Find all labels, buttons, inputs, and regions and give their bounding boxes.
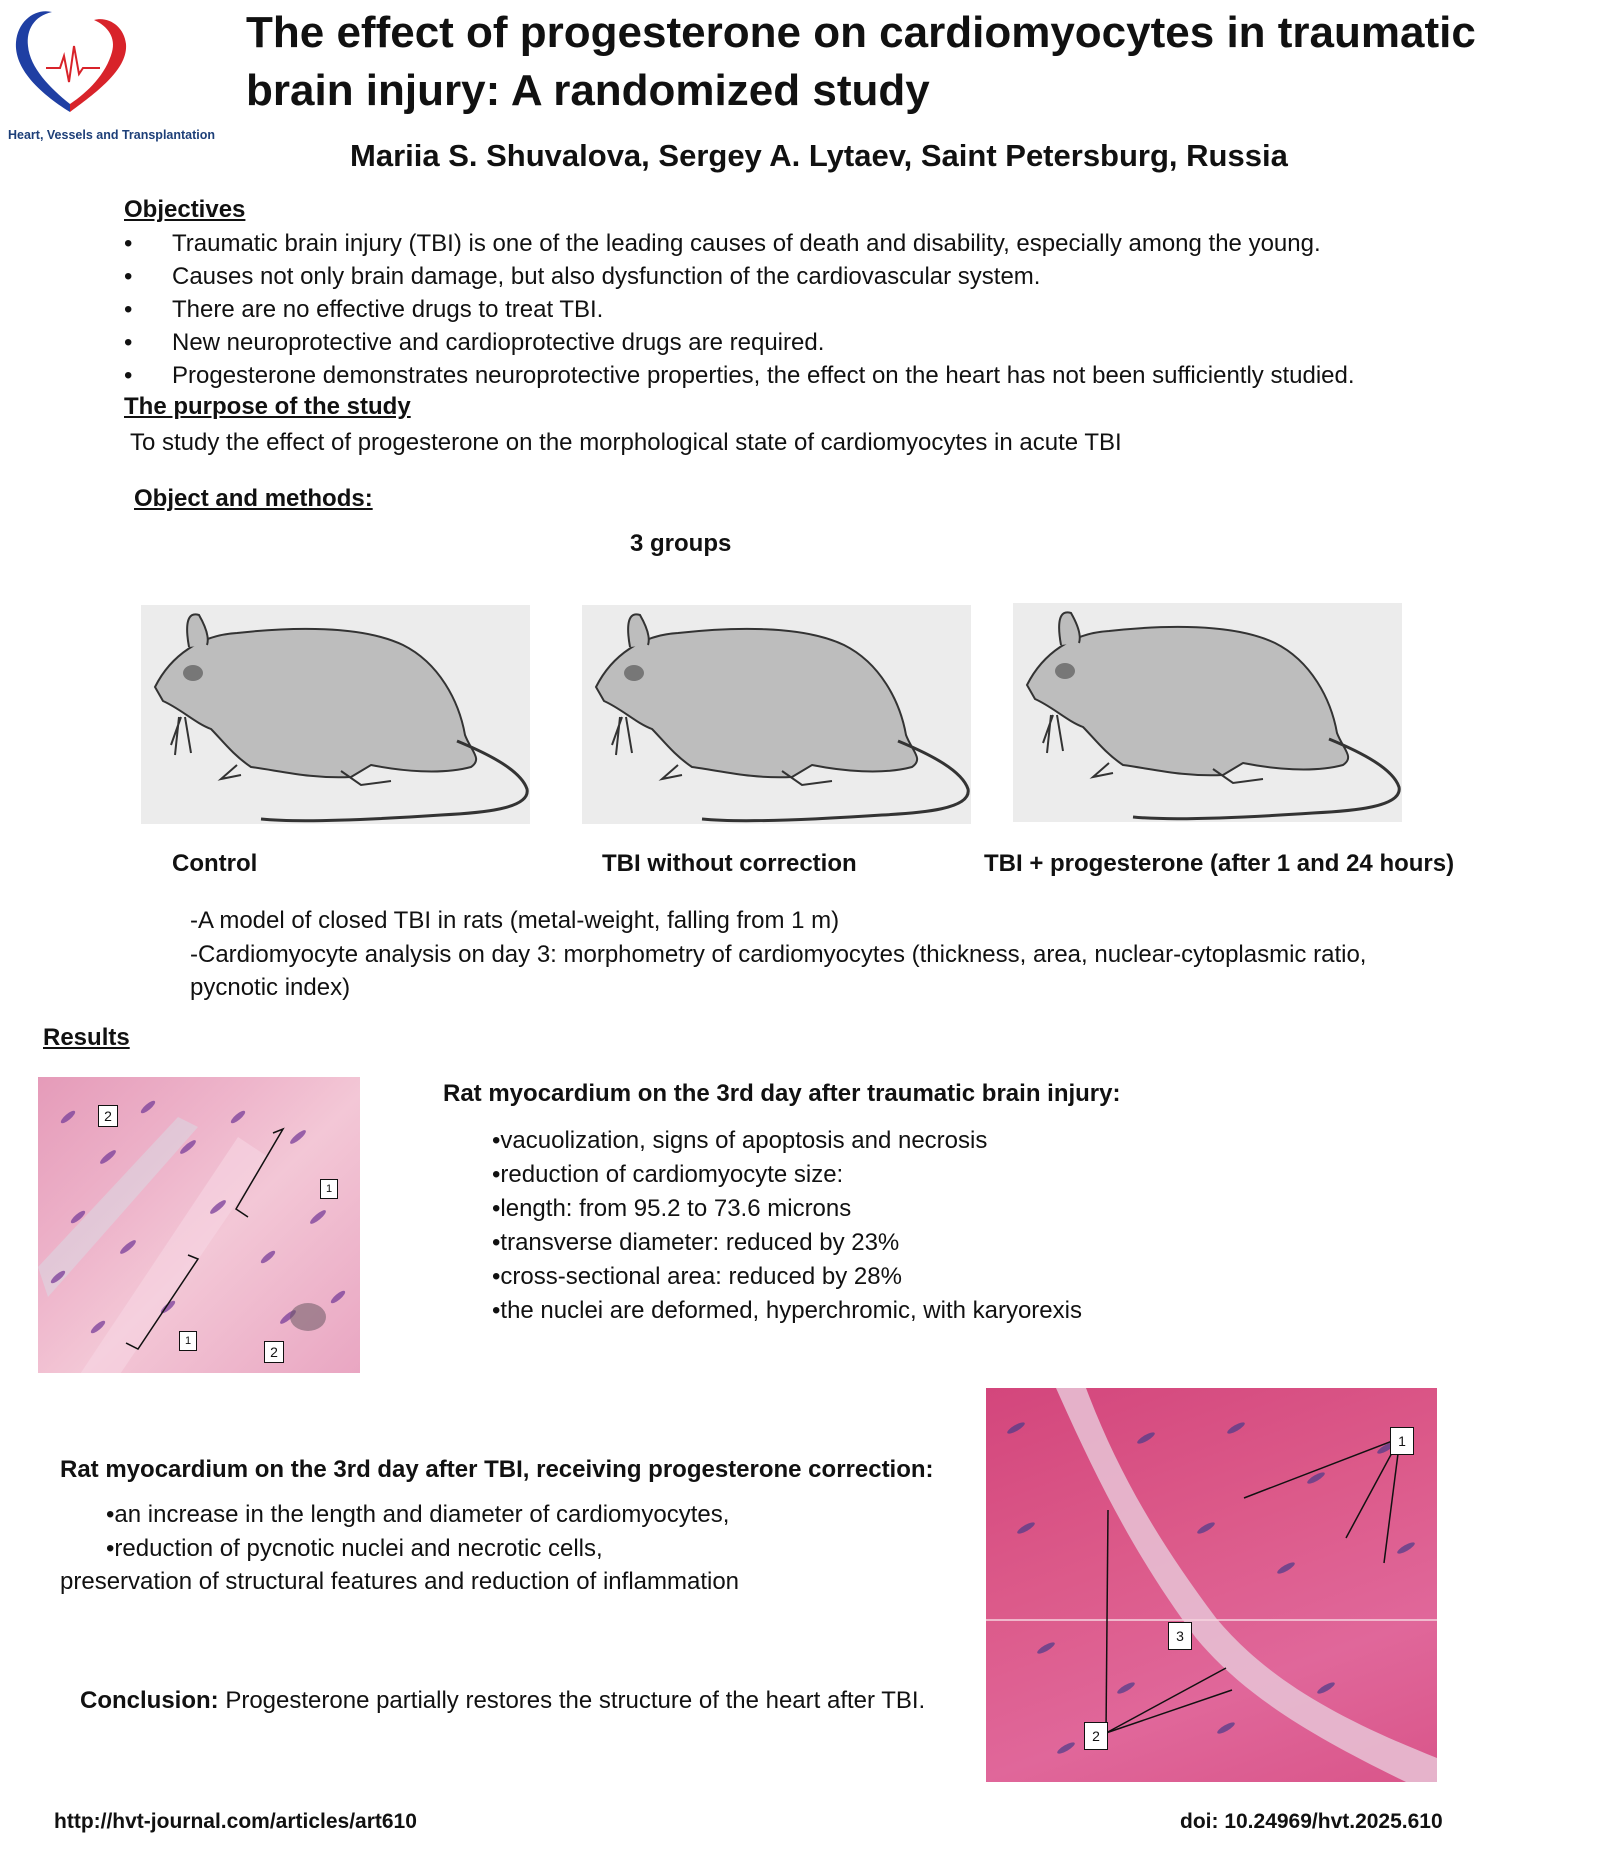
list-item: •transverse diameter: reduced by 23% <box>492 1229 900 1256</box>
micrograph-label: 2 <box>1084 1722 1108 1750</box>
method-note-1: -A model of closed TBI in rats (metal-weight, falling from 1 m) <box>190 907 840 934</box>
list-item: • New neuroprotective and cardioprotective drugs are required. <box>124 326 1604 359</box>
journal-logo <box>8 4 138 124</box>
list-item: • There are no effective drugs to treat TBI. <box>124 293 1604 326</box>
micrograph-label: 1 <box>1390 1427 1414 1455</box>
list-item: • Causes not only brain damage, but also dysfunction of the cardiovascular system. <box>124 260 1604 293</box>
authors: Mariia S. Shuvalova, Sergey A. Lytaev, Saint Petersburg, Russia <box>350 138 1288 173</box>
article-url[interactable]: http://hvt-journal.com/articles/art610 <box>54 1810 417 1833</box>
group-label-control: Control <box>172 850 258 877</box>
doi[interactable]: doi: 10.24969/hvt.2025.610 <box>1180 1810 1443 1833</box>
method-note-2: -Cardiomyocyte analysis on day 3: morphometry of cardiomyocytes (thickness, area, nuclear-cytoplasmic ratio, pycnotic index) <box>190 941 1367 1001</box>
objectives-list <box>124 227 1604 392</box>
progesterone-results-heading: Rat myocardium on the 3rd day after TBI, receiving progesterone correction: <box>60 1456 934 1483</box>
rat-image-control <box>141 605 530 824</box>
conclusion <box>80 1684 925 1717</box>
list-item: •reduction of cardiomyocyte size: <box>492 1161 844 1188</box>
journal-name: Heart, Vessels and Transplantation <box>8 128 216 142</box>
list-item: •an increase in the length and diameter of cardiomyocytes, <box>106 1501 730 1528</box>
results-heading: Results <box>43 1024 130 1051</box>
list-item: •the nuclei are deformed, hyperchromic, with karyorexis <box>492 1297 1082 1324</box>
paper-title: The effect of progesterone on cardiomyocytes in traumatic brain injury: A randomized study <box>246 8 1476 115</box>
rat-icon <box>1013 603 1402 822</box>
rat-icon <box>141 605 530 824</box>
micrograph-label: 2 <box>264 1341 284 1363</box>
micrograph-label: 3 <box>1168 1622 1192 1650</box>
list-item: • Traumatic brain injury (TBI) is one of the leading causes of death and disability, especially among the young. <box>124 227 1604 260</box>
purpose-heading: The purpose of the study <box>124 393 411 420</box>
methods-heading: Object and methods: <box>134 485 373 512</box>
conclusion-text: Progesterone partially restores the structure of the heart after TBI. <box>218 1687 926 1714</box>
micrograph-label: 1 <box>320 1179 338 1199</box>
rat-icon <box>582 605 971 824</box>
micrograph-progesterone <box>986 1388 1437 1782</box>
heart-logo-icon <box>8 4 138 124</box>
list-item: •length: from 95.2 to 73.6 microns <box>492 1195 852 1222</box>
objectives-heading: Objectives <box>124 196 246 223</box>
micrograph-tbi <box>38 1077 360 1373</box>
tbi-results-list <box>492 1124 1192 1328</box>
group-label-progesterone: TBI + progesterone (after 1 and 24 hours) <box>984 850 1455 877</box>
list-item: •cross-sectional area: reduced by 28% <box>492 1263 902 1290</box>
rat-image-tbi <box>582 605 971 824</box>
rat-image-progesterone <box>1013 603 1402 822</box>
list-item: • Progesterone demonstrates neuroprotective properties, the effect on the heart has not been sufficiently studied. <box>124 359 1604 392</box>
groups-label: 3 groups <box>630 530 732 557</box>
progesterone-results-extra: preservation of structural features and reduction of inflammation <box>60 1568 740 1595</box>
histology-icon <box>986 1388 1437 1782</box>
purpose-text: To study the effect of progesterone on the morphological state of cardiomyocytes in acute TBI <box>130 429 1122 456</box>
micrograph-label: 2 <box>98 1105 118 1127</box>
tbi-results-heading: Rat myocardium on the 3rd day after traumatic brain injury: <box>443 1080 1121 1107</box>
micrograph-label: 1 <box>179 1331 197 1351</box>
conclusion-label: Conclusion: <box>80 1687 219 1714</box>
list-item: •vacuolization, signs of apoptosis and necrosis <box>492 1127 988 1154</box>
histology-icon <box>38 1077 360 1373</box>
group-label-tbi: TBI without correction <box>602 850 857 877</box>
progesterone-results-list <box>106 1498 866 1566</box>
list-item: •reduction of pycnotic nuclei and necrotic cells, <box>106 1535 603 1562</box>
